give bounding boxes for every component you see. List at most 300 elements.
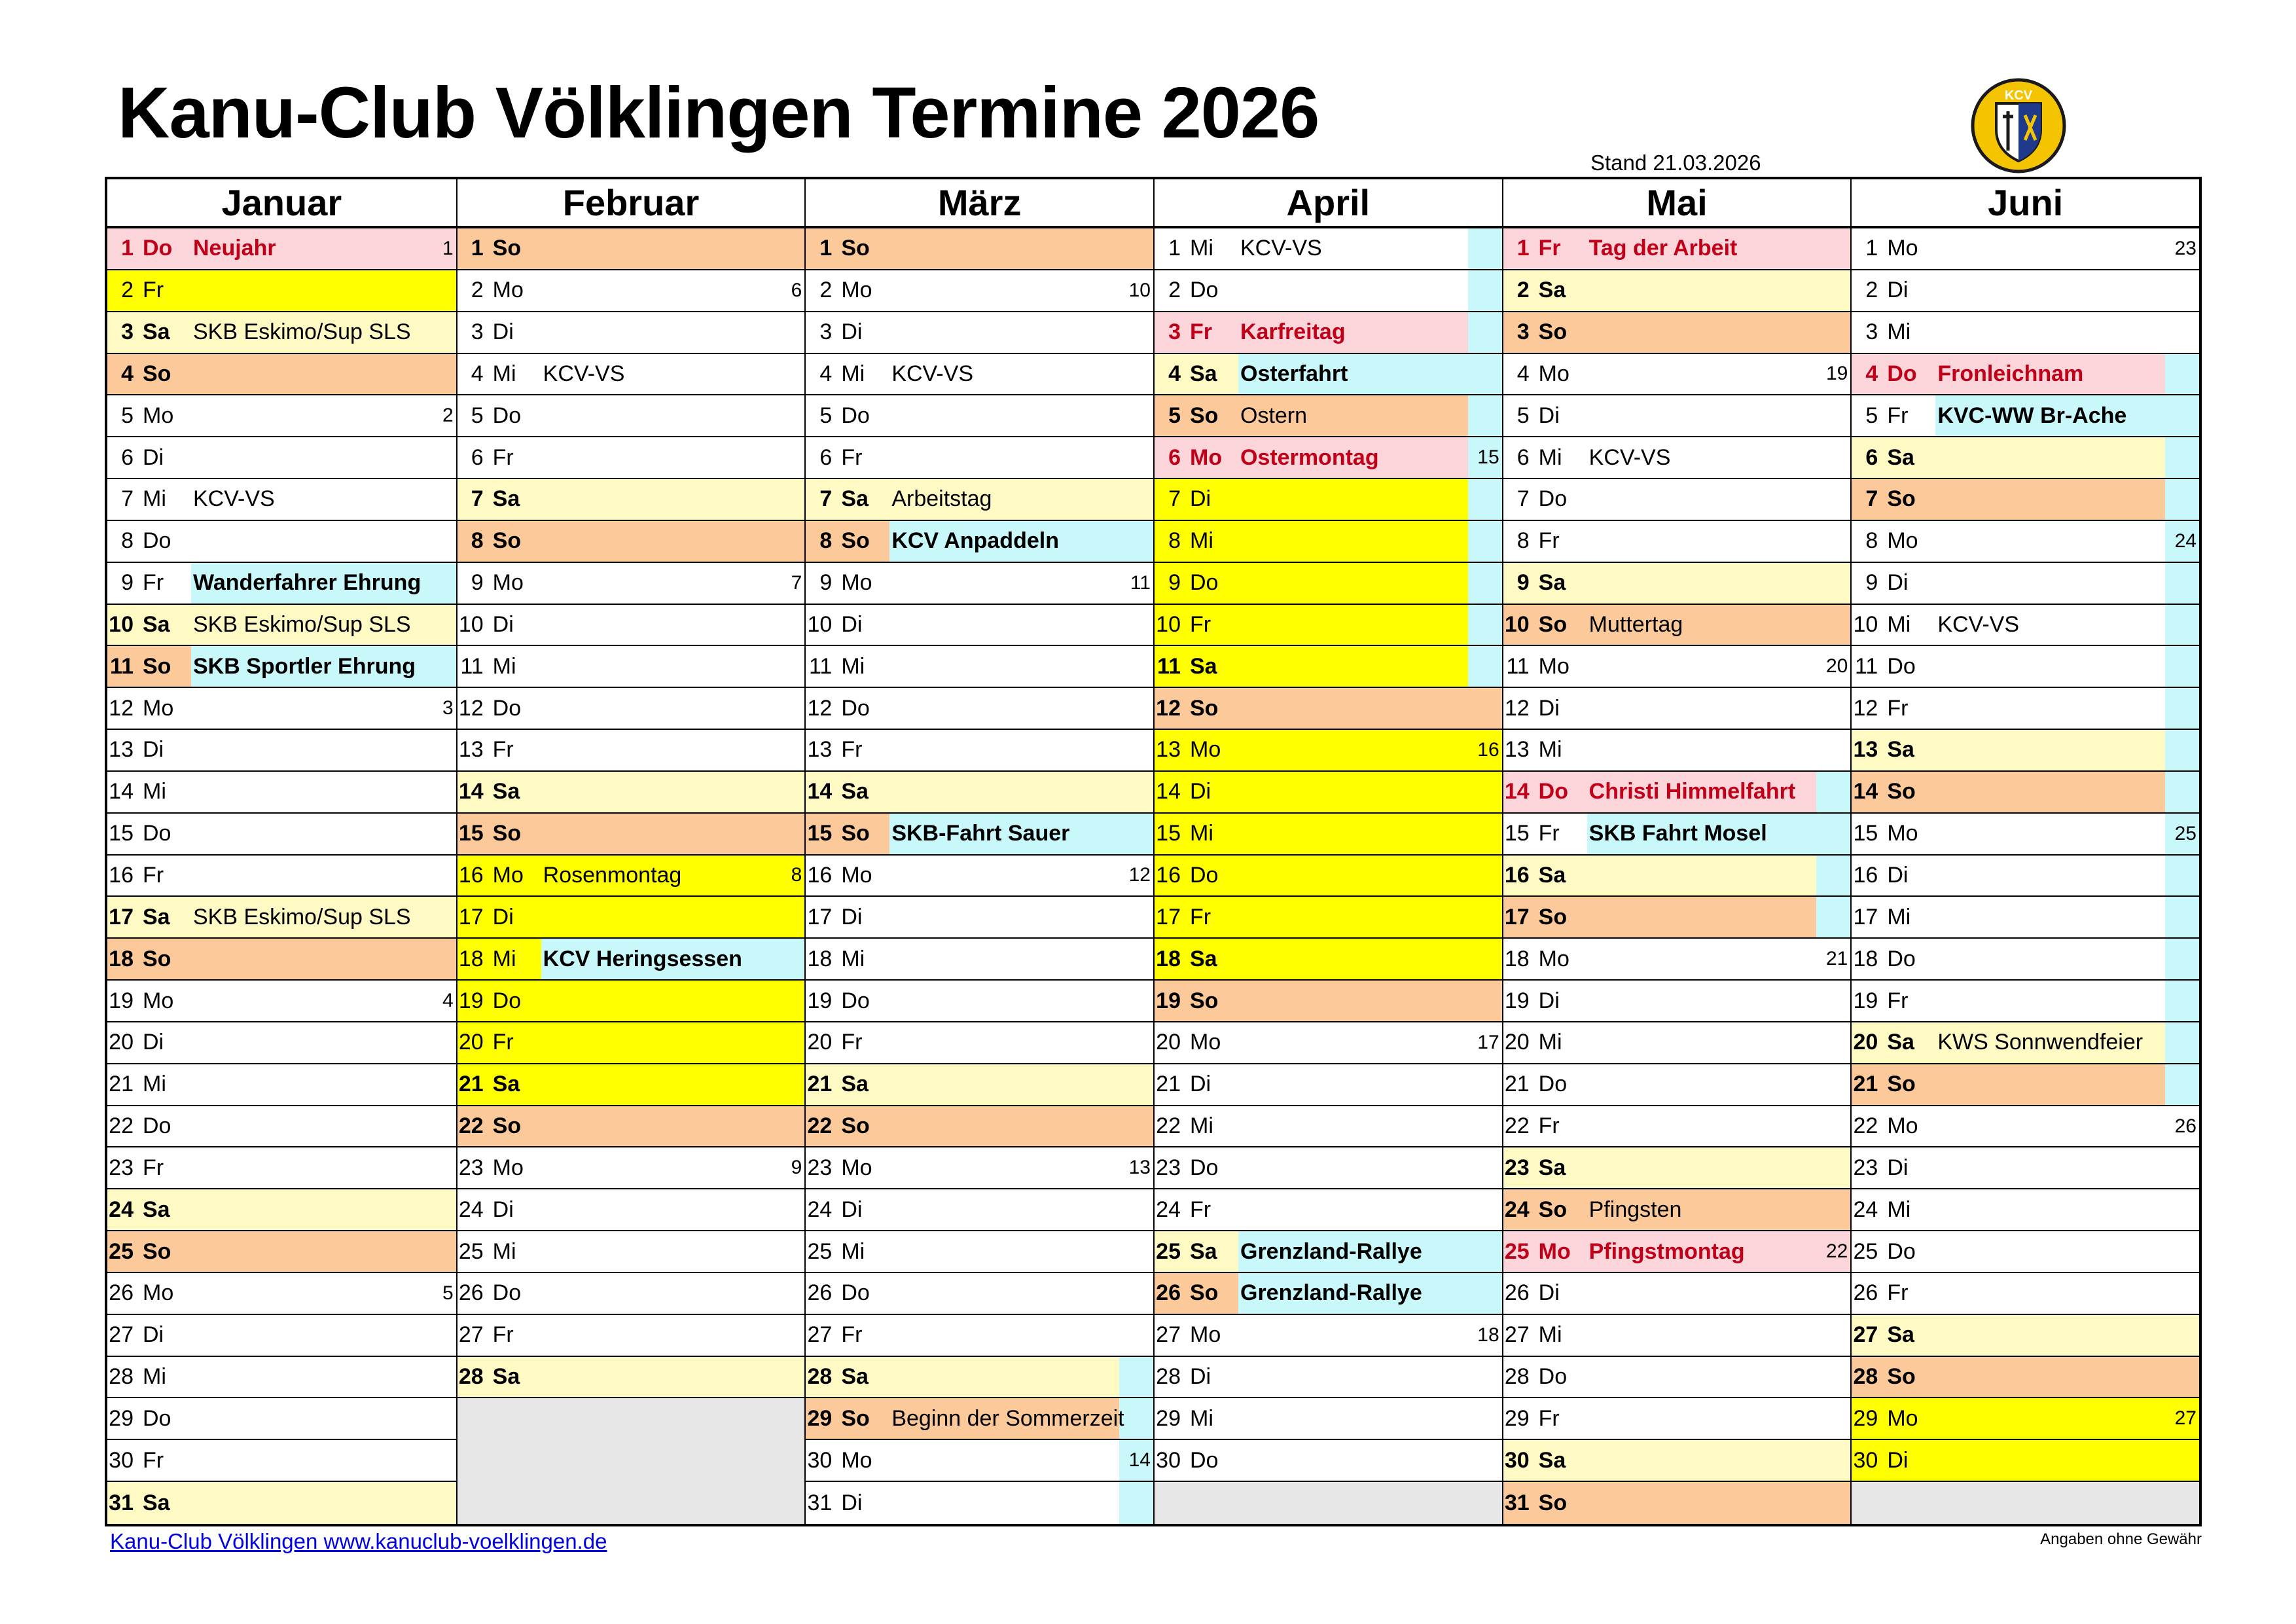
- day-row: [806, 395, 1153, 437]
- day-number: 17: [1504, 904, 1530, 929]
- event-cell: [1238, 437, 1502, 478]
- day-row: [107, 1357, 456, 1399]
- day-row: [806, 1398, 1153, 1440]
- day-row: [107, 312, 456, 354]
- event-cell: [1935, 939, 2199, 979]
- day-row: [1155, 1440, 1502, 1482]
- event-cell: [1587, 1398, 1851, 1439]
- week-number: 22: [1825, 1240, 1848, 1263]
- weekday: So: [841, 528, 870, 554]
- day-row: [806, 981, 1153, 1022]
- day-row: [107, 521, 456, 563]
- day-row: [1852, 1189, 2199, 1231]
- weekday: Do: [143, 1405, 171, 1431]
- weekday: Mo: [1538, 361, 1570, 386]
- weekday: Mi: [1887, 319, 1911, 345]
- day-row: [457, 354, 805, 396]
- weekday: Sa: [1538, 570, 1566, 596]
- event-cell: [1587, 605, 1851, 645]
- weekday: So: [1190, 403, 1219, 428]
- logo-text: KCV: [2004, 88, 2033, 103]
- week-number: 6: [791, 279, 802, 301]
- week-number: 3: [442, 697, 454, 719]
- day-number: 23: [1853, 1155, 1878, 1180]
- weekday: Mo: [143, 403, 174, 428]
- day-number: 17: [807, 904, 833, 929]
- day-number: 11: [1506, 653, 1530, 679]
- week-number: 24: [2174, 530, 2197, 552]
- day-number: 8: [1168, 528, 1181, 554]
- day-number: 29: [1853, 1405, 1878, 1431]
- empty-day-cell: [1852, 1482, 2199, 1524]
- day-number: 25: [1156, 1238, 1181, 1264]
- event-cell: [1935, 897, 2199, 937]
- day-number: 13: [109, 737, 134, 763]
- day-number: 21: [1504, 1072, 1530, 1097]
- event-cell: [191, 939, 456, 979]
- event-cell: [1935, 1357, 2199, 1398]
- day-number: 9: [1516, 570, 1530, 596]
- weekday: Do: [1887, 946, 1916, 971]
- weekday: Di: [1538, 403, 1560, 428]
- event-cell: [541, 646, 805, 687]
- event-cell: [889, 897, 1153, 937]
- weekday: Mi: [1538, 444, 1562, 470]
- day-number: 5: [819, 403, 833, 428]
- day-number: 29: [1156, 1405, 1181, 1431]
- weekday: Di: [143, 1322, 164, 1348]
- event-cell: [889, 981, 1153, 1021]
- weekday: Mi: [143, 1072, 166, 1097]
- day-number: 15: [1156, 821, 1181, 846]
- day-number: 22: [109, 1113, 134, 1139]
- day-number: 17: [458, 904, 484, 929]
- day-number: 23: [1504, 1155, 1530, 1180]
- event-cell: [541, 856, 805, 896]
- weekday: Mo: [1190, 737, 1221, 763]
- event-cell: [1935, 1189, 2199, 1230]
- day-number: 12: [109, 695, 134, 721]
- day-number: 2: [1516, 278, 1530, 303]
- event-cell: [191, 1440, 456, 1481]
- event-label: KCV-VS: [891, 361, 974, 386]
- day-row: [1155, 521, 1502, 563]
- week-number: 15: [1477, 446, 1499, 469]
- weekday: Mo: [492, 570, 524, 596]
- event-cell: [191, 437, 456, 478]
- event-cell: [889, 730, 1153, 770]
- event-cell: [1238, 688, 1502, 729]
- weekday: Mi: [841, 653, 865, 679]
- week-number: 12: [1128, 864, 1151, 886]
- day-row: [457, 437, 805, 479]
- event-label: Neujahr: [193, 236, 276, 261]
- event-label: KCV Anpaddeln: [891, 528, 1059, 554]
- day-number: 22: [458, 1113, 484, 1139]
- event-cell: [1238, 897, 1502, 937]
- event-cell: [1935, 1273, 2199, 1314]
- event-cell: [889, 1273, 1153, 1314]
- weekday: Mo: [143, 1280, 174, 1306]
- day-number: 9: [471, 570, 484, 596]
- event-cell: [889, 1357, 1153, 1398]
- event-cell: [1587, 1357, 1851, 1398]
- event-label: KWS Sonnwendfeier: [1937, 1030, 2144, 1055]
- event-cell: [191, 312, 456, 353]
- day-row: [806, 605, 1153, 647]
- weekday: Fr: [492, 444, 514, 470]
- day-row: [107, 730, 456, 772]
- day-row: [107, 228, 456, 270]
- month-column: [804, 179, 1153, 1524]
- day-number: 23: [458, 1155, 484, 1180]
- event-cell: [889, 437, 1153, 478]
- weekday: Di: [492, 904, 514, 929]
- day-number: 22: [1156, 1113, 1181, 1139]
- event-cell: [541, 1106, 805, 1147]
- day-number: 30: [1156, 1447, 1181, 1473]
- event-cell: [1935, 1315, 2199, 1356]
- day-row: [107, 1064, 456, 1106]
- event-label: KCV-VS: [193, 486, 275, 512]
- day-number: 2: [1865, 278, 1878, 303]
- weekday: Di: [492, 611, 514, 637]
- weekday: So: [1538, 611, 1568, 637]
- day-number: 28: [807, 1364, 833, 1390]
- day-row: [1503, 856, 1851, 897]
- event-cell: [541, 1315, 805, 1356]
- day-number: 14: [807, 779, 833, 804]
- event-cell: [889, 395, 1153, 436]
- day-row: [806, 1482, 1153, 1524]
- day-number: 26: [109, 1280, 134, 1306]
- event-cell: [889, 856, 1153, 896]
- day-row: [806, 1064, 1153, 1106]
- day-row: [1155, 814, 1502, 856]
- day-row: [806, 646, 1153, 688]
- day-row: [1155, 1106, 1502, 1148]
- day-row: [1503, 1315, 1851, 1357]
- day-row: [107, 1147, 456, 1189]
- weekday: Fr: [1538, 1405, 1560, 1431]
- day-number: 16: [1853, 862, 1878, 888]
- event-cell: [1587, 981, 1851, 1021]
- day-row: [1155, 688, 1502, 730]
- week-number: 14: [1128, 1449, 1151, 1471]
- week-number: 10: [1128, 279, 1151, 301]
- day-number: 25: [458, 1238, 484, 1264]
- event-cell: [191, 563, 456, 604]
- day-row: [806, 354, 1153, 396]
- day-number: 19: [109, 988, 134, 1013]
- day-number: 19: [807, 988, 833, 1013]
- event-cell: [1935, 437, 2199, 478]
- weekday: Fr: [1887, 695, 1909, 721]
- calendar-grid: [105, 177, 2202, 1526]
- week-number: 13: [1128, 1157, 1151, 1179]
- day-row: [1503, 688, 1851, 730]
- day-row: [806, 521, 1153, 563]
- day-number: 15: [1853, 821, 1878, 846]
- day-row: [1852, 521, 2199, 563]
- event-cell: [191, 730, 456, 770]
- weekday: Di: [492, 319, 514, 345]
- day-row: [1852, 312, 2199, 354]
- day-number: 16: [109, 862, 134, 888]
- day-row: [457, 270, 805, 312]
- weekday: So: [1887, 1364, 1916, 1390]
- day-row: [107, 814, 456, 856]
- month-header: März: [806, 179, 1153, 228]
- day-number: 21: [807, 1072, 833, 1097]
- day-row: [1155, 897, 1502, 939]
- event-cell: [889, 228, 1153, 269]
- day-row: [1155, 479, 1502, 521]
- day-row: [806, 1022, 1153, 1064]
- day-number: 1: [1168, 236, 1181, 261]
- day-row: [457, 521, 805, 563]
- weekday: Mo: [1190, 444, 1223, 470]
- event-cell: [1587, 563, 1851, 604]
- day-number: 27: [1504, 1322, 1530, 1348]
- event-label: Ostermontag: [1240, 444, 1379, 470]
- event-label: SKB-Fahrt Sauer: [891, 821, 1070, 846]
- weekday: Do: [143, 821, 171, 846]
- event-cell: [1238, 479, 1502, 520]
- event-cell: [1587, 228, 1851, 269]
- event-cell: [889, 939, 1153, 979]
- day-number: 1: [1516, 236, 1530, 261]
- weekday: So: [143, 361, 171, 386]
- day-row: [1852, 1064, 2199, 1106]
- weekday: So: [492, 821, 522, 846]
- day-number: 19: [1156, 988, 1181, 1013]
- event-cell: [1587, 646, 1851, 687]
- weekday: Fr: [1190, 611, 1211, 637]
- event-cell: [1238, 939, 1502, 979]
- event-cell: [889, 1189, 1153, 1230]
- day-number: 7: [819, 486, 833, 512]
- event-cell: [1935, 1106, 2199, 1147]
- day-number: 27: [109, 1322, 134, 1348]
- day-number: 26: [458, 1280, 484, 1306]
- weekday: Fr: [492, 1322, 514, 1348]
- event-cell: [1238, 563, 1502, 604]
- event-cell: [191, 814, 456, 854]
- weekday: Mo: [841, 570, 872, 596]
- weekday: So: [1190, 695, 1219, 721]
- empty-day-cell: [457, 1398, 805, 1440]
- day-row: [457, 1189, 805, 1231]
- event-label: SKB Fahrt Mosel: [1588, 821, 1767, 846]
- day-number: 3: [1168, 319, 1181, 345]
- day-number: 23: [109, 1155, 134, 1180]
- day-number: 19: [1853, 988, 1878, 1013]
- event-cell: [1935, 605, 2199, 645]
- day-number: 10: [458, 611, 484, 637]
- weekday: Do: [1887, 361, 1917, 386]
- day-number: 21: [1853, 1072, 1878, 1097]
- weekday: So: [143, 653, 171, 679]
- day-row: [457, 814, 805, 856]
- weekday: So: [841, 236, 870, 261]
- event-cell: [1935, 1440, 2199, 1481]
- day-row: [107, 270, 456, 312]
- day-number: 6: [1168, 444, 1181, 470]
- day-number: 27: [458, 1322, 484, 1348]
- day-number: 24: [1156, 1197, 1181, 1222]
- week-number: 16: [1477, 738, 1499, 761]
- event-cell: [1238, 1315, 1502, 1356]
- weekday: So: [1887, 1072, 1916, 1097]
- day-number: 22: [1504, 1113, 1530, 1139]
- day-row: [457, 688, 805, 730]
- event-cell: [1238, 312, 1502, 353]
- event-cell: [1238, 605, 1502, 645]
- weekday: Mo: [492, 278, 524, 303]
- weekday: Sa: [143, 904, 170, 929]
- day-row: [806, 856, 1153, 897]
- day-number: 1: [1865, 236, 1878, 261]
- weekday: Do: [1538, 779, 1568, 804]
- day-row: [1503, 1147, 1851, 1189]
- day-row: [806, 312, 1153, 354]
- event-cell: [541, 1231, 805, 1272]
- event-cell: [1935, 354, 2199, 395]
- day-row: [1503, 605, 1851, 647]
- day-number: 18: [807, 946, 833, 971]
- weekday: Di: [1538, 695, 1560, 721]
- event-cell: [1238, 354, 1502, 395]
- day-row: [1503, 981, 1851, 1022]
- weekday: Di: [1190, 486, 1211, 512]
- day-row: [1503, 437, 1851, 479]
- event-cell: [1238, 1357, 1502, 1398]
- empty-day-cell: [1155, 1482, 1502, 1524]
- weekday: Sa: [492, 779, 520, 804]
- weekday: Di: [1887, 862, 1909, 888]
- day-number: 18: [458, 946, 484, 971]
- event-cell: [889, 1440, 1153, 1481]
- day-number: 23: [807, 1155, 833, 1180]
- event-cell: [1587, 354, 1851, 395]
- day-number: 10: [1504, 611, 1530, 637]
- event-cell: [1587, 1231, 1851, 1272]
- month-header: Januar: [107, 179, 456, 228]
- event-cell: [191, 1189, 456, 1230]
- day-row: [1503, 1231, 1851, 1273]
- day-number: 12: [1853, 695, 1878, 721]
- weekday: Di: [1887, 278, 1909, 303]
- day-row: [1155, 730, 1502, 772]
- event-label: Grenzland-Rallye: [1240, 1280, 1422, 1306]
- week-number: 11: [1130, 571, 1151, 594]
- event-label: SKB Eskimo/Sup SLS: [193, 319, 411, 345]
- day-number: 19: [458, 988, 484, 1013]
- event-cell: [191, 1231, 456, 1272]
- weekday: Do: [1190, 570, 1219, 596]
- weekday: Do: [492, 1280, 522, 1306]
- day-row: [1503, 646, 1851, 688]
- day-number: 28: [1504, 1364, 1530, 1390]
- day-row: [1503, 521, 1851, 563]
- weekday: Mo: [1887, 821, 1918, 846]
- week-number: 2: [442, 405, 454, 427]
- event-label: Rosenmontag: [543, 862, 682, 888]
- weekday: So: [143, 946, 171, 971]
- event-cell: [889, 646, 1153, 687]
- event-cell: [889, 605, 1153, 645]
- day-row: [806, 1106, 1153, 1148]
- weekday: So: [492, 236, 522, 261]
- event-cell: [1238, 1440, 1502, 1481]
- weekday: Di: [1887, 1155, 1909, 1180]
- weekday: Di: [143, 1030, 164, 1055]
- event-cell: [889, 1398, 1153, 1439]
- weekday: Do: [1887, 1238, 1916, 1264]
- day-number: 23: [1156, 1155, 1181, 1180]
- day-number: 11: [809, 653, 833, 679]
- day-row: [457, 1064, 805, 1106]
- weekday: Fr: [1887, 1280, 1909, 1306]
- day-row: [457, 1357, 805, 1399]
- event-cell: [889, 521, 1153, 562]
- day-row: [1503, 1022, 1851, 1064]
- weekday: Do: [1887, 653, 1916, 679]
- week-number: 25: [2174, 822, 2197, 844]
- event-label: Osterfahrt: [1240, 361, 1348, 386]
- day-row: [1155, 1231, 1502, 1273]
- day-row: [457, 1022, 805, 1064]
- day-row: [457, 772, 805, 814]
- event-cell: [889, 772, 1153, 812]
- day-number: 17: [1853, 904, 1878, 929]
- day-number: 9: [819, 570, 833, 596]
- event-cell: [1935, 1064, 2199, 1105]
- event-cell: [191, 1022, 456, 1063]
- event-cell: [1238, 1398, 1502, 1439]
- event-label: SKB Sportler Ehrung: [193, 653, 416, 679]
- day-number: 18: [1156, 946, 1181, 971]
- event-label: Pfingsten: [1588, 1197, 1682, 1222]
- weekday: Mi: [143, 1364, 166, 1390]
- day-row: [457, 646, 805, 688]
- weekday: Mi: [1538, 737, 1562, 763]
- day-row: [1503, 479, 1851, 521]
- event-cell: [191, 1482, 456, 1524]
- day-row: [1852, 270, 2199, 312]
- day-row: [1155, 563, 1502, 605]
- day-row: [1155, 772, 1502, 814]
- club-website-link[interactable]: Kanu-Club Völklingen www.kanuclub-voelklingen.de: [110, 1529, 607, 1553]
- weekday: Sa: [841, 1072, 869, 1097]
- day-number: 26: [807, 1280, 833, 1306]
- month-header: April: [1155, 179, 1502, 228]
- day-row: [806, 1273, 1153, 1315]
- week-number: 17: [1477, 1031, 1499, 1053]
- event-cell: [889, 1482, 1153, 1524]
- weekday: So: [1538, 319, 1568, 345]
- weekday: Do: [841, 695, 870, 721]
- day-row: [806, 1315, 1153, 1357]
- day-row: [1852, 688, 2199, 730]
- day-row: [1503, 563, 1851, 605]
- weekday: So: [841, 1405, 870, 1431]
- event-cell: [1935, 646, 2199, 687]
- weekday: Sa: [841, 1364, 869, 1390]
- event-cell: [1587, 688, 1851, 729]
- day-number: 9: [121, 570, 134, 596]
